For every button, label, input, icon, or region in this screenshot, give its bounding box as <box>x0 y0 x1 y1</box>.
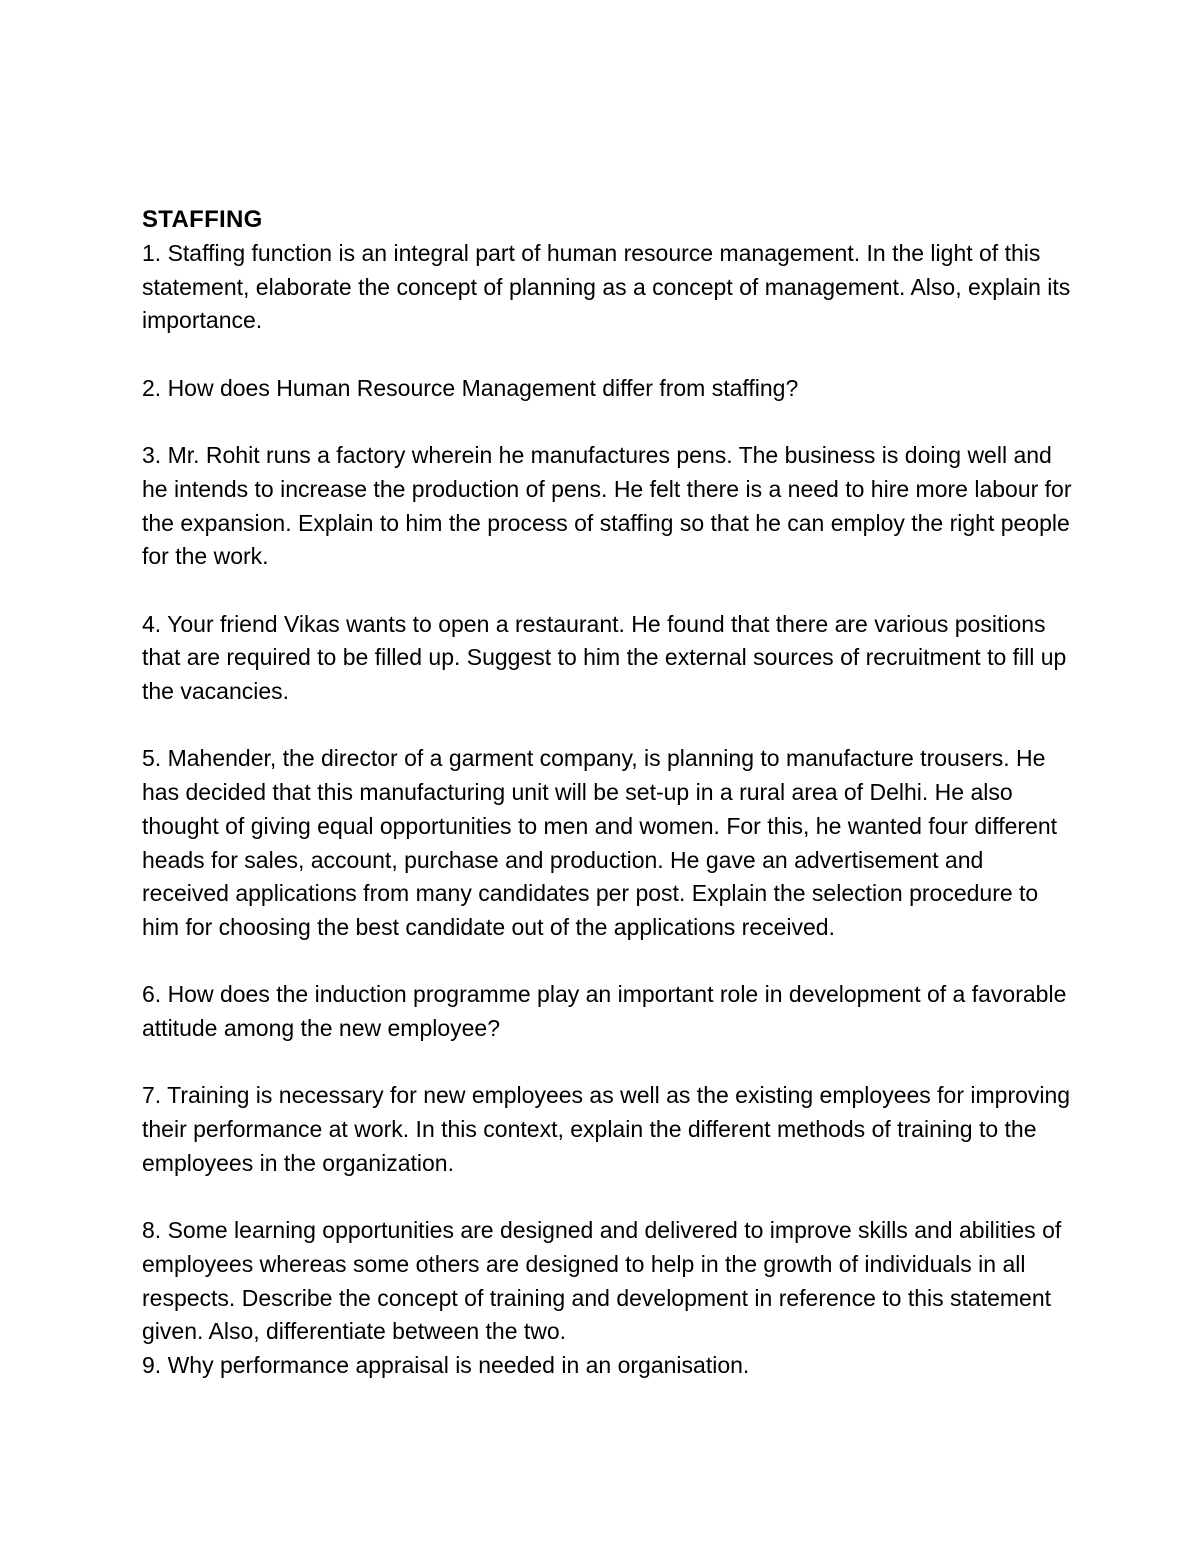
paragraph-spacer <box>142 1046 1072 1080</box>
document-body <box>142 203 1072 1383</box>
document-title: STAFFING <box>142 206 263 233</box>
question-4: 4. Your friend Vikas wants to open a restaurant. He found that there are various positions that are required to be filled up. Suggest to him the external sources of recruitment to fill up the vacancies. <box>142 610 1067 705</box>
paragraph-spacer <box>142 574 1072 608</box>
question-9: 9. Why performance appraisal is needed in an organisation. <box>142 1352 750 1379</box>
paragraph-spacer <box>142 1181 1072 1215</box>
question-7: 7. Training is necessary for new employees as well as the existing employees for improving their performance at work. In this context, explain the different methods of training to the employees in the organization. <box>142 1082 1071 1176</box>
question-2: 2. How does Human Resource Management differ from staffing? <box>142 374 799 401</box>
question-1: 1. Staffing function is an integral part of human resource management. In the light of this statement, elaborate the concept of planning as a concept of management. Also, explain its importance. <box>142 240 1071 334</box>
paragraph-spacer <box>142 406 1072 440</box>
paragraph-spacer <box>142 338 1072 372</box>
paragraph-spacer <box>142 945 1072 979</box>
question-6: 6. How does the induction programme play an important role in development of a favorable attitude among the new employee? <box>142 981 1067 1042</box>
question-8: 8. Some learning opportunities are designed and delivered to improve skills and abilities of employees whereas some others are designed to help in the growth of individuals in all respects. Describe the concept of training and development in reference to this statement given. Also, differentiate between the two. <box>142 1217 1062 1345</box>
question-3: 3. Mr. Rohit runs a factory wherein he manufactures pens. The business is doing well and he intends to increase the production of pens. He felt there is a need to hire more labour for the expansion. Explain to him the process of staffing so that he can employ the right people for the work. <box>142 442 1072 570</box>
question-5: 5. Mahender, the director of a garment company, is planning to manufacture trousers. He has decided that this manufacturing unit will be set-up in a rural area of Delhi. He also thought of giving equal opportunities to men and women. For this, he wanted four different heads for sales, account, purchase and production. He gave an advertisement and received applications from many candidates per post. Explain the selection procedure to him for choosing the best candidate out of the applications received. <box>142 745 1058 940</box>
paragraph-spacer <box>142 709 1072 743</box>
